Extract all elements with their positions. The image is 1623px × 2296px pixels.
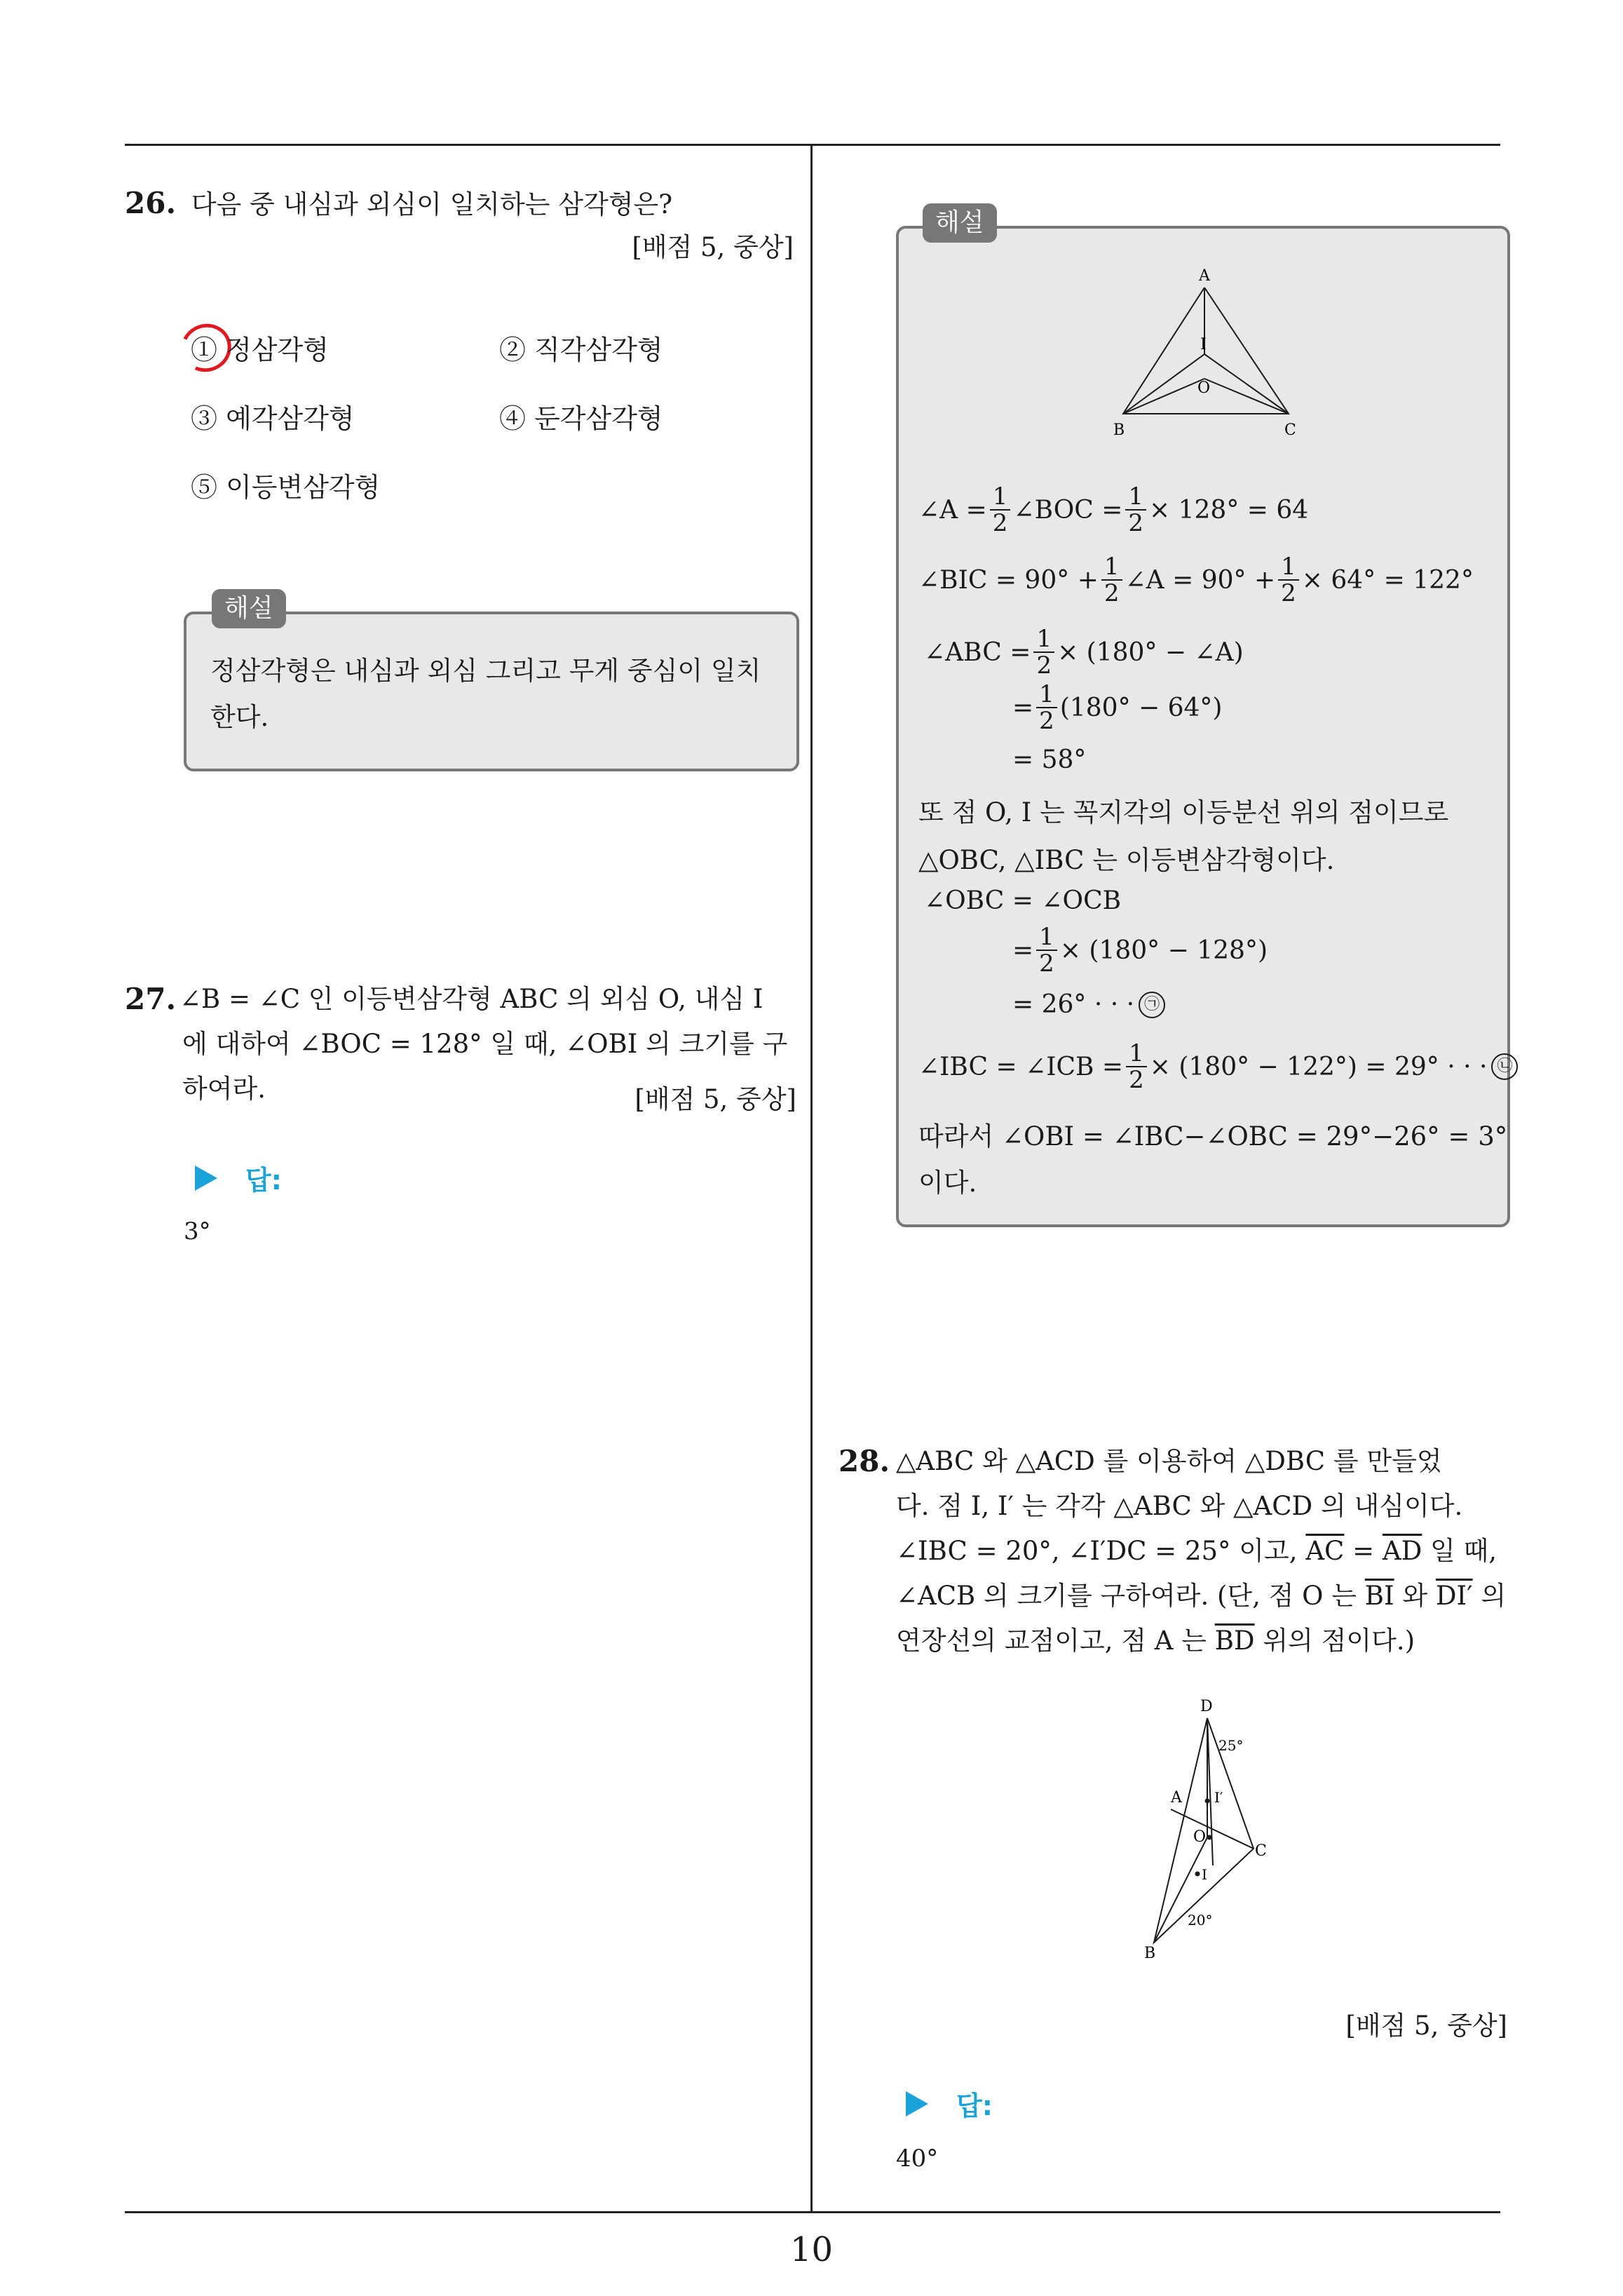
equation-line: ∠OBC = ∠OCB <box>924 886 1122 915</box>
answer-arrow-icon <box>195 1166 217 1191</box>
vertex-label-c: C <box>1284 421 1296 439</box>
question-text: 다음 중 내심과 외심이 일치하는 삼각형은? <box>191 189 673 220</box>
point-label-i: I <box>1202 1866 1207 1883</box>
fraction: $\frac{1}{2}$ <box>1036 682 1057 734</box>
score-badge: [배점 5, 중상] <box>1345 2011 1507 2041</box>
question-text-line: ∠IBC = 20°, ∠I′DC = 25° 이고, $\overline{AC} = \overline{AD}$ 일 때, <box>896 1536 1498 1566</box>
choice-5[interactable]: ⑤ 이등변삼각형 <box>191 472 381 503</box>
solution-tab: 해설 <box>923 203 997 243</box>
fraction: $\frac{1}{2}$ <box>1036 924 1057 976</box>
question-text-line: 연장선의 교점이고, 점 A 는 $\overline{BD}$ 위의 점이다.) <box>896 1626 1415 1656</box>
vertex-label-b: B <box>1113 421 1125 439</box>
equation-line: = $\frac{1}{2}$ (180° − 64°) <box>1012 680 1223 735</box>
circled-marker: ㉡ <box>1491 1053 1518 1080</box>
point-label-o: O <box>1193 1828 1207 1846</box>
question-number: 26. <box>125 186 177 220</box>
question-number: 27. <box>125 982 177 1016</box>
question-number: 28. <box>838 1444 890 1478</box>
vertex-label-c: C <box>1255 1842 1267 1860</box>
solution-text-line: △OBC, △IBC 는 이등변삼각형이다. <box>918 845 1335 875</box>
question-text-line: 하여라. <box>182 1074 266 1104</box>
solution-text-line: 정삼각형은 내심과 외심 그리고 무게 중심이 일치 <box>210 656 761 686</box>
fraction: $\frac{1}{2}$ <box>1101 554 1122 606</box>
vertex-label-b: B <box>1144 1945 1156 1962</box>
equation-line: ∠A = $\frac{1}{2}$ ∠BOC = $\frac{1}{2}$ × 128° = 64 <box>918 482 1309 537</box>
bottom-rule <box>125 2211 1500 2213</box>
question-text-line: ∠B = ∠C 인 이등변삼각형 ABC 의 외심 O, 내심 I <box>179 984 763 1014</box>
triangle-figure-27 <box>1101 266 1311 449</box>
question-28 <box>838 1439 1512 1663</box>
answer-arrow-icon <box>906 2091 928 2116</box>
point-label-i-prime: I′ <box>1214 1789 1223 1806</box>
fraction: $\frac{1}{2}$ <box>1278 554 1299 606</box>
solution-box-26 <box>184 612 799 771</box>
answer-value: 40° <box>896 2145 939 2173</box>
segment-bd: $\overline{BD}$ <box>1214 1626 1255 1656</box>
segment-ad: $\overline{AD}$ <box>1382 1536 1422 1566</box>
question-text-line: ∠ACB 의 크기를 구하여라. (단, 점 O 는 $\overline{BI}$ 와 DI′ 의 <box>896 1581 1507 1611</box>
question-text-line: △ABC 와 △ACD 를 이용하여 △DBC 를 만들었 <box>896 1446 1442 1476</box>
fraction: $\frac{1}{2}$ <box>1033 626 1054 678</box>
segment-di-prime: DI′ <box>1435 1581 1473 1611</box>
segment-bi: $\overline{BI}$ <box>1364 1581 1394 1611</box>
solution-text-line: 이다. <box>918 1168 977 1198</box>
choice-3[interactable]: ③ 예각삼각형 <box>191 403 355 434</box>
triangle-figure-28 <box>1129 1697 1283 1964</box>
solution-tab: 해설 <box>212 589 286 628</box>
column-divider <box>810 144 813 2213</box>
choice-4[interactable]: ④ 둔각삼각형 <box>499 403 663 434</box>
vertex-label-a: A <box>1199 267 1210 285</box>
angle-label-20: 20° <box>1188 1912 1213 1929</box>
fraction: $\frac{1}{2}$ <box>1125 484 1146 536</box>
score-badge: [배점 5, 중상] <box>632 232 794 262</box>
choice-2[interactable]: ② 직각삼각형 <box>499 335 663 365</box>
answer-value: 3° <box>184 1217 211 1245</box>
solution-text-line: 따라서 ∠OBI = ∠IBC−∠OBC = 29°−26° = 3° <box>918 1121 1508 1152</box>
vertex-label-a: A <box>1171 1789 1182 1807</box>
equation-line: = $\frac{1}{2}$ × (180° − 128°) <box>1012 923 1268 978</box>
question-26 <box>125 181 798 227</box>
page-number: 10 <box>789 2230 834 2269</box>
answer-row-27 <box>195 1159 282 1197</box>
answer-label: 답: <box>956 2091 993 2121</box>
fraction: $\frac{1}{2}$ <box>1126 1041 1147 1093</box>
fraction: $\frac{1}{2}$ <box>990 484 1011 536</box>
circled-marker: ㉠ <box>1139 992 1165 1018</box>
vertex-label-d: D <box>1200 1698 1213 1715</box>
top-rule <box>125 144 1500 146</box>
answer-row-28 <box>906 2084 993 2123</box>
solution-text-line: 한다. <box>210 702 269 732</box>
score-badge: [배점 5, 중상] <box>634 1084 796 1114</box>
equation-line: ∠ABC = $\frac{1}{2}$ × (180° − ∠A) <box>924 625 1244 680</box>
equation-line: = 58° <box>1012 745 1087 774</box>
question-text-line: 다. 점 I, I′ 는 각각 △ABC 와 △ACD 의 내심이다. <box>896 1491 1463 1521</box>
question-text-line: 에 대하여 ∠BOC = 128° 일 때, ∠OBI 의 크기를 구 <box>182 1029 788 1059</box>
equation-line: ∠IBC = ∠ICB = $\frac{1}{2}$ × (180° − 122°) = 29° · · · ㉡ <box>918 1041 1518 1093</box>
segment-ac: $\overline{AC}$ <box>1305 1536 1345 1566</box>
equation-line: ∠BIC = 90° + $\frac{1}{2}$ ∠A = 90° + $\frac{1}{2}$ × 64° = 122° <box>918 553 1474 607</box>
choice-1[interactable]: ① 정삼각형 <box>191 335 329 365</box>
point-label-o: O <box>1197 379 1211 397</box>
answer-label: 답: <box>245 1165 282 1196</box>
solution-text-line: 또 점 O, I 는 꼭지각의 이등분선 위의 점이므로 <box>918 797 1449 828</box>
point-label-i: I <box>1200 336 1207 353</box>
equation-line: = 26° · · · ㉠ <box>1012 990 1165 1019</box>
angle-label-25: 25° <box>1218 1737 1244 1754</box>
